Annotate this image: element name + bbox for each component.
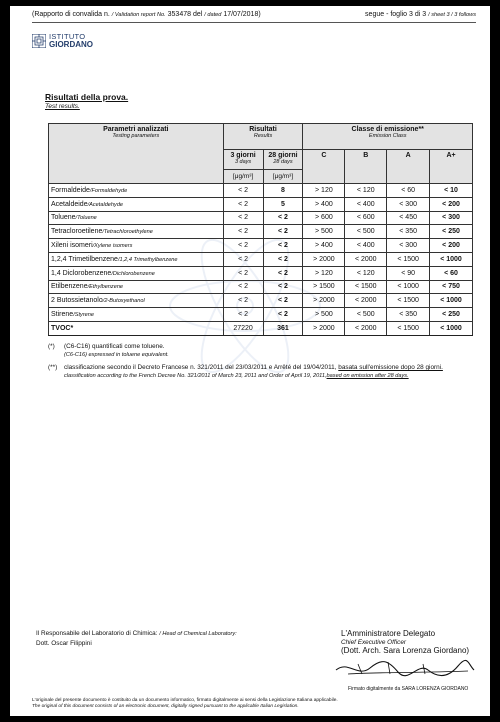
class-a-value: < 60 [387, 184, 430, 198]
ceo-name: (Dott. Arch. Sara Lorenza Giordano) [341, 646, 470, 655]
class-a-plus-value: < 1000 [430, 252, 473, 266]
note-2: (**) classificazione secondo il Decreto Francese n. 321/2011 del 23/03/2011 e Arrêté del 19/04/2011, basata sull'emissione dopo 28 giorni. classification according to the French Decree No. 321/2011 of March 23, 2011 and Order of April 19, 2011,based on emission after 28 days. [48, 364, 443, 379]
lab-head-signature-block: Il Responsabile del Laboratorio di Chimica: / Head of Chemical Laboratory: Dott. Oscar Filippini [36, 630, 237, 647]
report-page [10, 6, 490, 716]
class-b-value: < 400 [345, 239, 387, 253]
result-3-days: < 2 [223, 294, 263, 308]
page-header [32, 11, 476, 18]
result-3-days: < 2 [223, 239, 263, 253]
param-name: Etilbenzene/Ethylbenzene [49, 280, 224, 294]
header-class-a-plus: A+ [430, 150, 473, 184]
param-name: Stirene/Styrene [49, 308, 224, 322]
class-a-value: < 300 [387, 197, 430, 211]
note-1: (*) (C6-C16) quantificati come toluene. (C6-C16) expressed in toluene equivalent. [48, 343, 169, 358]
result-3-days: < 2 [223, 197, 263, 211]
param-name: Xileni isomeri/Xylene isomers [49, 239, 224, 253]
results-table [48, 123, 473, 336]
result-28-days: < 2 [263, 280, 303, 294]
header-emission-class: Classe di emissione** Emission Class [303, 124, 473, 150]
table-row [49, 211, 473, 225]
param-name: Formaldeide/Formaldehyde [49, 184, 224, 198]
logo-line2: GIORDANO [49, 40, 93, 49]
class-c-value: > 400 [303, 197, 345, 211]
table-row [49, 239, 473, 253]
result-3-days: < 2 [223, 308, 263, 322]
table-row [49, 197, 473, 211]
unit-28-days: [μg/m³] [263, 170, 303, 184]
header-left: (Rapporto di convalida n. / Validation report No. 353478 del / dated 17/07/2018) [32, 11, 261, 18]
class-a-plus-value: < 250 [430, 225, 473, 239]
table-row [49, 280, 473, 294]
ceo-title: L'Amministratore Delegato [341, 629, 436, 638]
table-row [49, 266, 473, 280]
section-title: Risultati della prova. [45, 92, 129, 102]
result-28-days: < 2 [263, 211, 303, 225]
result-3-days: < 2 [223, 252, 263, 266]
class-a-value: < 1500 [387, 252, 430, 266]
header-class-a: A [387, 150, 430, 184]
logo-square-icon [32, 34, 46, 48]
class-a-plus-value: < 60 [430, 266, 473, 280]
class-b-value: < 400 [345, 197, 387, 211]
page-footer: L'originale del presente documento è costituito da un documento informatico, firmato digitalmente ai sensi della Legislazione Italiana applicabile. The original of this document consists of an electronic document, digitally signed pursuant to the applicable Italian Legislation. [32, 698, 338, 709]
class-b-value: < 1500 [345, 280, 387, 294]
class-a-value: < 1000 [387, 280, 430, 294]
unit-3-days: [μg/m³] [223, 170, 263, 184]
param-name: TVOC* [49, 321, 224, 335]
header-class-b: B [345, 150, 387, 184]
result-3-days: < 2 [223, 211, 263, 225]
header-3-days: 3 giorni 3 days [223, 150, 263, 170]
handwritten-signature [328, 656, 478, 682]
result-3-days: < 2 [223, 225, 263, 239]
header-results: Risultati Results [223, 124, 303, 150]
class-a-value: < 450 [387, 211, 430, 225]
result-28-days: 5 [263, 197, 303, 211]
class-c-value: > 500 [303, 308, 345, 322]
result-28-days: < 2 [263, 239, 303, 253]
class-a-plus-value: < 1000 [430, 294, 473, 308]
class-a-plus-value: < 300 [430, 211, 473, 225]
header-right: segue - foglio 3 di 3 / sheet 3 / 3 follows [365, 11, 476, 18]
param-name: Tetracloroetilene/Tetrachloroethylene [49, 225, 224, 239]
table-row [49, 225, 473, 239]
class-b-value: < 600 [345, 211, 387, 225]
param-name: 1,2,4 Trimetilbenzene/1,2,4 Trimethylbenzene [49, 252, 224, 266]
table-row [49, 184, 473, 198]
class-a-plus-value: < 250 [430, 308, 473, 322]
header-28-days: 28 giorni 28 days [263, 150, 303, 170]
class-c-value: > 2000 [303, 252, 345, 266]
header-class-c: C [303, 150, 345, 184]
ceo-title-en: Chief Executive Officer [341, 639, 406, 646]
table-notes [48, 342, 468, 381]
class-c-value: > 2000 [303, 294, 345, 308]
class-c-value: > 500 [303, 225, 345, 239]
result-28-days: < 2 [263, 294, 303, 308]
class-a-value: < 350 [387, 308, 430, 322]
result-3-days: < 2 [223, 266, 263, 280]
result-28-days: < 2 [263, 252, 303, 266]
class-a-plus-value: < 1000 [430, 321, 473, 335]
table-row [49, 321, 473, 335]
lab-head-name: Dott. Oscar Filippini [36, 640, 92, 647]
result-3-days: < 2 [223, 280, 263, 294]
param-name: 2 Butossietanolo/2-Butoxyethanol [49, 294, 224, 308]
company-logo [32, 33, 93, 49]
class-a-plus-value: < 750 [430, 280, 473, 294]
class-a-value: < 1500 [387, 294, 430, 308]
class-a-value: < 300 [387, 239, 430, 253]
result-28-days: < 2 [263, 266, 303, 280]
class-b-value: < 500 [345, 308, 387, 322]
class-a-value: < 350 [387, 225, 430, 239]
class-b-value: < 120 [345, 266, 387, 280]
result-28-days: < 2 [263, 308, 303, 322]
class-a-value: < 90 [387, 266, 430, 280]
param-name: Toluene/Toluene [49, 211, 224, 225]
param-name: 1,4 Diclorobenzene/Dichlorobenzene [49, 266, 224, 280]
section-subtitle: Test results. [45, 103, 80, 110]
class-a-value: < 1500 [387, 321, 430, 335]
class-a-plus-value: < 200 [430, 197, 473, 211]
param-name: Acetaldeide/Acetaldehyde [49, 197, 224, 211]
class-c-value: > 400 [303, 239, 345, 253]
class-c-value: > 2000 [303, 321, 345, 335]
class-a-plus-value: < 10 [430, 184, 473, 198]
class-a-plus-value: < 200 [430, 239, 473, 253]
result-3-days: < 2 [223, 184, 263, 198]
header-parameters: Parametri analizzati Testing parameters [49, 124, 224, 184]
ceo-signature-block [341, 629, 469, 655]
class-b-value: < 2000 [345, 252, 387, 266]
class-b-value: < 500 [345, 225, 387, 239]
result-28-days: 8 [263, 184, 303, 198]
class-c-value: > 120 [303, 184, 345, 198]
class-b-value: < 2000 [345, 294, 387, 308]
result-3-days: 27220 [223, 321, 263, 335]
table-row [49, 308, 473, 322]
result-28-days: 361 [263, 321, 303, 335]
class-b-value: < 2000 [345, 321, 387, 335]
digital-signature-caption: Firmato digitalmente da SARA LORENZA GIORDANO [348, 686, 469, 692]
header-rule [32, 22, 476, 23]
table-row [49, 294, 473, 308]
result-28-days: < 2 [263, 225, 303, 239]
class-c-value: > 1500 [303, 280, 345, 294]
class-b-value: < 120 [345, 184, 387, 198]
table-row [49, 252, 473, 266]
class-c-value: > 120 [303, 266, 345, 280]
class-c-value: > 600 [303, 211, 345, 225]
logo-line1: ISTITUTO [49, 32, 86, 41]
